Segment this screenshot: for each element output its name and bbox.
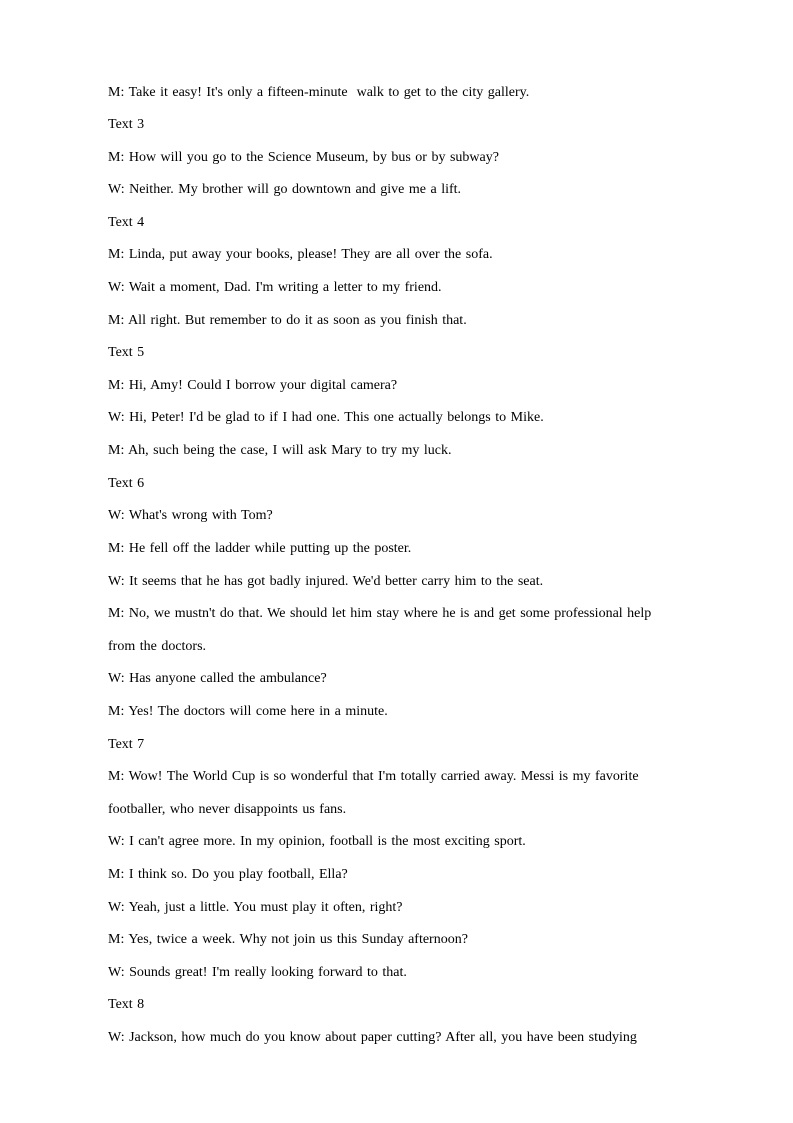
dialogue-line: M: Hi, Amy! Could I borrow your digital camera? <box>108 378 398 393</box>
dialogue-line: W: Jackson, how much do you know about paper cutting? After all, you have been studying <box>108 1030 637 1045</box>
dialogue-line: M: Yes! The doctors will come here in a minute. <box>108 704 388 719</box>
dialogue-line: W: It seems that he has got badly injured. We'd better carry him to the seat. <box>108 574 544 589</box>
dialogue-line-continued: footballer, who never disappoints us fans. <box>108 802 347 817</box>
dialogue-line: M: All right. But remember to do it as soon as you finish that. <box>108 313 467 328</box>
dialogue-line: W: Hi, Peter! I'd be glad to if I had one. This one actually belongs to Mike. <box>108 410 544 425</box>
dialogue-line: W: Yeah, just a little. You must play it often, right? <box>108 900 403 915</box>
dialogue-line: M: Linda, put away your books, please! They are all over the sofa. <box>108 247 493 262</box>
dialogue-line: M: Yes, twice a week. Why not join us this Sunday afternoon? <box>108 932 468 947</box>
dialogue-line: W: Neither. My brother will go downtown and give me a lift. <box>108 182 462 197</box>
dialogue-line: M: Ah, such being the case, I will ask Mary to try my luck. <box>108 443 452 458</box>
section-heading: Text 5 <box>108 345 145 360</box>
dialogue-line: M: No, we mustn't do that. We should let him stay where he is and get some professional help <box>108 606 652 621</box>
dialogue-line: M: How will you go to the Science Museum, by bus or by subway? <box>108 150 499 165</box>
dialogue-line: M: I think so. Do you play football, Ella? <box>108 867 348 882</box>
section-heading: Text 4 <box>108 215 145 230</box>
dialogue-line: W: Has anyone called the ambulance? <box>108 671 327 686</box>
section-heading: Text 6 <box>108 476 145 491</box>
dialogue-line: M: Take it easy! It's only a fifteen-minute walk to get to the city gallery. <box>108 85 530 100</box>
dialogue-line: M: Wow! The World Cup is so wonderful that I'm totally carried away. Messi is my favorite <box>108 769 639 784</box>
dialogue-line: M: He fell off the ladder while putting up the poster. <box>108 541 412 556</box>
dialogue-line: W: What's wrong with Tom? <box>108 508 273 523</box>
section-heading: Text 7 <box>108 737 145 752</box>
dialogue-line: W: Sounds great! I'm really looking forward to that. <box>108 965 407 980</box>
section-heading: Text 3 <box>108 117 145 132</box>
dialogue-line: W: I can't agree more. In my opinion, football is the most exciting sport. <box>108 834 526 849</box>
dialogue-line: W: Wait a moment, Dad. I'm writing a letter to my friend. <box>108 280 442 295</box>
dialogue-line-continued: from the doctors. <box>108 639 207 654</box>
section-heading: Text 8 <box>108 997 145 1012</box>
